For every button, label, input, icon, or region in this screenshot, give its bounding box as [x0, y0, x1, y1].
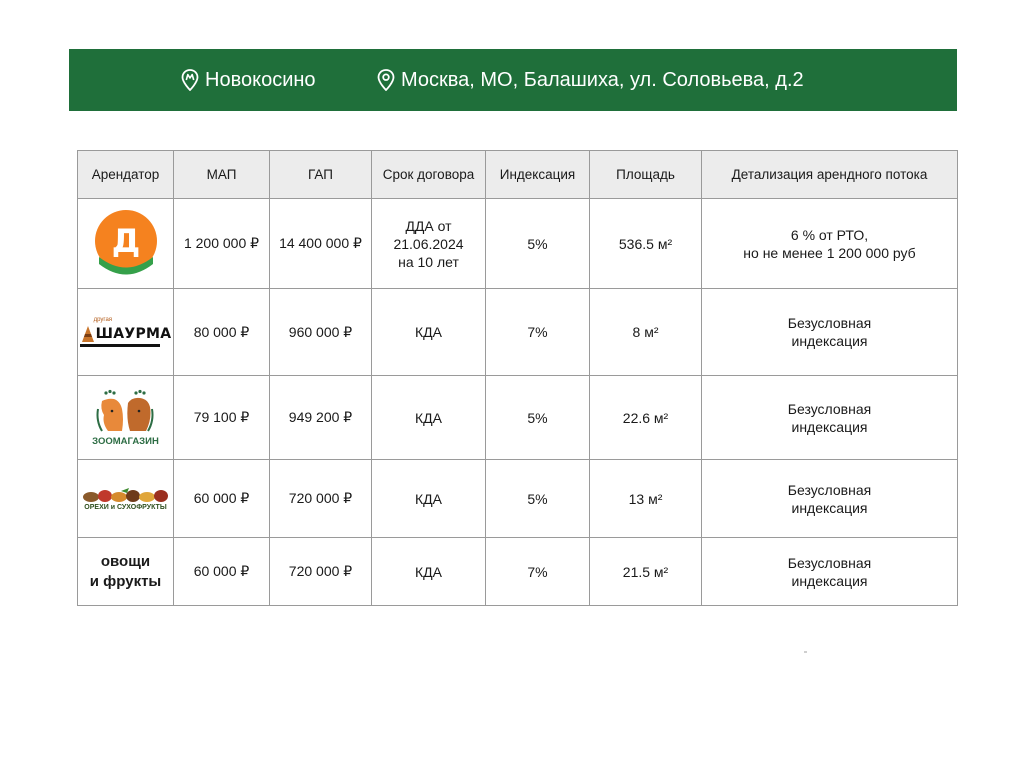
zoo-logo: ЗООМАГАЗИН [92, 389, 159, 447]
term-cell [372, 199, 486, 289]
tenant-cell [78, 460, 174, 538]
header-index: Индексация [486, 151, 590, 199]
table-row [78, 289, 958, 376]
svg-text:Д: Д [111, 221, 140, 260]
tenant-cell [78, 199, 174, 289]
table-row [78, 460, 958, 538]
header-map: МАП [174, 151, 270, 199]
term-cell: КДА [372, 460, 486, 538]
area-cell: 22.6 м² [590, 376, 702, 460]
header-details: Детализация арендного потока [702, 151, 958, 199]
details-cell [702, 460, 958, 538]
shaurma-logo: другая ШАУРМА [80, 317, 172, 347]
stray-mark [804, 651, 807, 653]
term-cell: КДА [372, 376, 486, 460]
shaurma-wrap-icon [80, 324, 96, 344]
header-term: Срок договора [372, 151, 486, 199]
map-cell: 79 100 ₽ [174, 376, 270, 460]
dried-fruits-icon [81, 487, 171, 503]
details-cell [702, 376, 958, 460]
area-cell: 8 м² [590, 289, 702, 376]
map-cell: 80 000 ₽ [174, 289, 270, 376]
table-header-row [78, 151, 958, 199]
metro-name: Новокосино [205, 68, 316, 91]
area-cell: 13 м² [590, 460, 702, 538]
table-row [78, 538, 958, 606]
details-line: Безусловная [787, 315, 872, 331]
address [377, 69, 804, 92]
tenant-cell [78, 289, 174, 376]
details-line: Безусловная [787, 400, 872, 417]
details-line: но не менее 1 200 000 руб [743, 244, 916, 261]
details-line: индексация [791, 499, 868, 516]
details-line: 6 % от РТО, [790, 226, 869, 243]
location-banner [69, 49, 957, 111]
map-cell: 1 200 000 ₽ [174, 199, 270, 289]
tenant-name-line: и фрукты [89, 572, 162, 590]
nuts-logo: ОРЕХИ и СУХОФРУКТЫ [81, 487, 171, 511]
details-line: Безусловная [787, 481, 872, 498]
tenant-cell [78, 538, 174, 606]
header-tenant: Арендатор [78, 151, 174, 199]
area-cell: 536.5 м² [590, 199, 702, 289]
details-line: индексация [791, 418, 868, 435]
map-cell: 60 000 ₽ [174, 460, 270, 538]
gap-cell: 720 000 ₽ [270, 460, 372, 538]
gap-cell: 14 400 000 ₽ [270, 199, 372, 289]
term-cell: КДА [372, 538, 486, 606]
details-cell [702, 289, 958, 376]
map-cell: 60 000 ₽ [174, 538, 270, 606]
location-pin-icon [377, 69, 395, 91]
cat-dog-icon [94, 389, 156, 435]
details-line: Безусловная [787, 554, 872, 571]
shaurma-underline [80, 344, 160, 347]
index-cell: 5% [486, 376, 590, 460]
gap-cell: 720 000 ₽ [270, 538, 372, 606]
tenant-cell [78, 376, 174, 460]
header-area: Площадь [590, 151, 702, 199]
area-cell: 21.5 м² [590, 538, 702, 606]
index-cell: 5% [486, 460, 590, 538]
header-gap: ГАП [270, 151, 372, 199]
term-cell: КДА [372, 289, 486, 376]
details-line: индексация [791, 572, 868, 589]
details-cell [702, 538, 958, 606]
details-cell [702, 199, 958, 289]
gap-cell: 949 200 ₽ [270, 376, 372, 460]
details-line: индексация [791, 333, 868, 349]
metro-pin-icon [181, 69, 199, 91]
index-cell: 5% [486, 199, 590, 289]
tenant-name-line: овощи [100, 552, 151, 570]
term-line: на 10 лет [398, 253, 459, 270]
term-line: 21.06.2024 [393, 235, 464, 252]
dixy-logo [93, 208, 159, 280]
address-text: Москва, МО, Балашиха, ул. Соловьева, д.2 [401, 68, 804, 91]
gap-cell: 960 000 ₽ [270, 289, 372, 376]
table-row [78, 376, 958, 460]
rent-table [77, 150, 958, 606]
term-line: ДДА от [405, 217, 452, 234]
metro-station [181, 69, 377, 92]
index-cell: 7% [486, 289, 590, 376]
index-cell: 7% [486, 538, 590, 606]
table-row [78, 199, 958, 289]
